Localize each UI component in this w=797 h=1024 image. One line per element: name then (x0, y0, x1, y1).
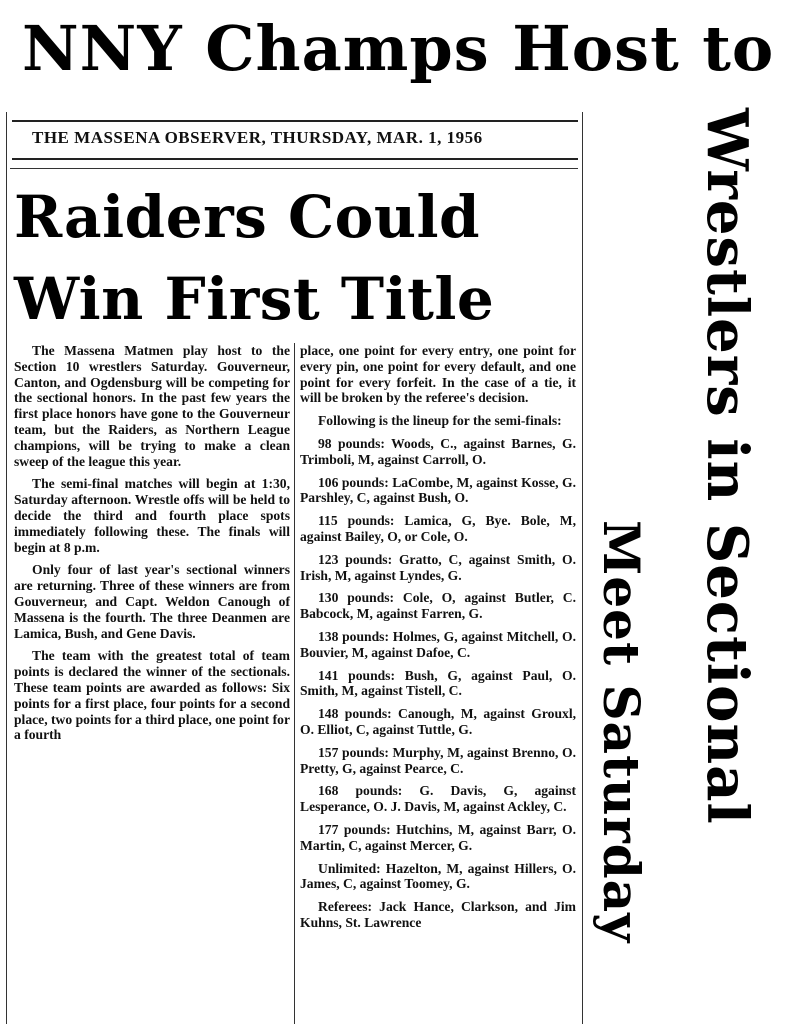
lineup-item: 148 pounds: Canough, M, against Grouxl, O. Elliot, C, against Tuttle, G. (300, 706, 576, 737)
article-paragraph: Only four of last year's sectional winners are returning. Three of these winners are from Gouverneur, and Capt. Weldon Canough of Massena is the fourth. The three Deanmen are Lamica, Bush, and Gene Davis. (14, 562, 290, 641)
lineup-item: 123 pounds: Gratto, C, against Smith, O. Irish, M, against Lyndes, G. (300, 551, 576, 583)
lineup-item: 98 pounds: Woods, C., against Barnes, G. Trimboli, M, against Carroll, O. (300, 435, 576, 467)
article-column-2 (300, 343, 576, 938)
lineup-item: Unlimited: Hazelton, M, against Hillers, O. James, C, against Toomey, G. (300, 860, 576, 892)
lineup-item: 106 pounds: LaCombe, M, against Kosse, G. Parshley, C, against Bush, O. (300, 474, 576, 506)
article-column-1 (14, 343, 290, 750)
article-paragraph: place, one point for every entry, one point for every pin, one point for every default, and one point for every forfeit. In the case of a tie, it will be broken by the referee's decision. (300, 343, 576, 406)
main-headline (14, 176, 574, 340)
lineup-item: 168 pounds: G. Davis, G, against Lesperance, O. J. Davis, M, against Ackley, C. (300, 783, 576, 815)
article-paragraph: The semi-final matches will begin at 1:30, Saturday afternoon. Wrestle offs will be held to decide the third and fourth place spots immediately following these. The finals will begin at 8 p.m. (14, 476, 290, 555)
column-divider-rule (294, 343, 295, 1024)
article-paragraph: The Massena Matmen play host to the Section 10 wrestlers Saturday. Gouverneur, Canton, and Ogdensburg will be competing for the sectional honors. In the past few years the first place honors have gone to the Gouverneur team, but the Raiders, as Northern League champions, will be trying to make a clean sweep of the league this year. (14, 343, 290, 469)
lineup-item: 130 pounds: Cole, O, against Butler, C. Babcock, M, against Farren, G. (300, 590, 576, 622)
article-paragraph: The team with the greatest total of team points is declared the winner of the sectionals. These team points are awarded as follows: Six points for a first place, four points for a second place, two points for a third place, one point for a fourth (14, 648, 290, 743)
lineup-item: 115 pounds: Lamica, G, Bye. Bole, M, against Bailey, O, or Cole, O. (300, 513, 576, 544)
lineup-item: 138 pounds: Holmes, G, against Mitchell, O. Bouvier, M, against Dafoe, C. (300, 628, 576, 660)
lineup-intro: Following is the lineup for the semi-finals: (318, 413, 562, 429)
left-border-rule (6, 112, 7, 1024)
dateline: THE MASSENA OBSERVER, THURSDAY, MAR. 1, 1956 (32, 128, 483, 147)
headline-line-2: Win First Title (14, 265, 495, 333)
headline-bottom-rule (10, 168, 578, 169)
vertical-headline-main: Wrestlers in Sectional (694, 108, 760, 825)
lineup-item: 141 pounds: Bush, G, against Paul, O. Smith, M, against Tistell, C. (300, 667, 576, 699)
lineup-item: 157 pounds: Murphy, M, against Brenno, O. Pretty, G, against Pearce, C. (300, 744, 576, 776)
referees-line: Referees: Jack Hance, Clarkson, and Jim Kuhns, St. Lawrence (300, 899, 576, 930)
headline-line-1: Raiders Could (14, 183, 481, 251)
banner-headline: NNY Champs Host to (22, 12, 775, 85)
vertical-headline-sub: Meet Saturday (592, 520, 651, 944)
lineup-item: 177 pounds: Hutchins, M, against Barr, O. Martin, C, against Mercer, G. (300, 821, 576, 853)
right-column-rule (582, 112, 583, 1024)
